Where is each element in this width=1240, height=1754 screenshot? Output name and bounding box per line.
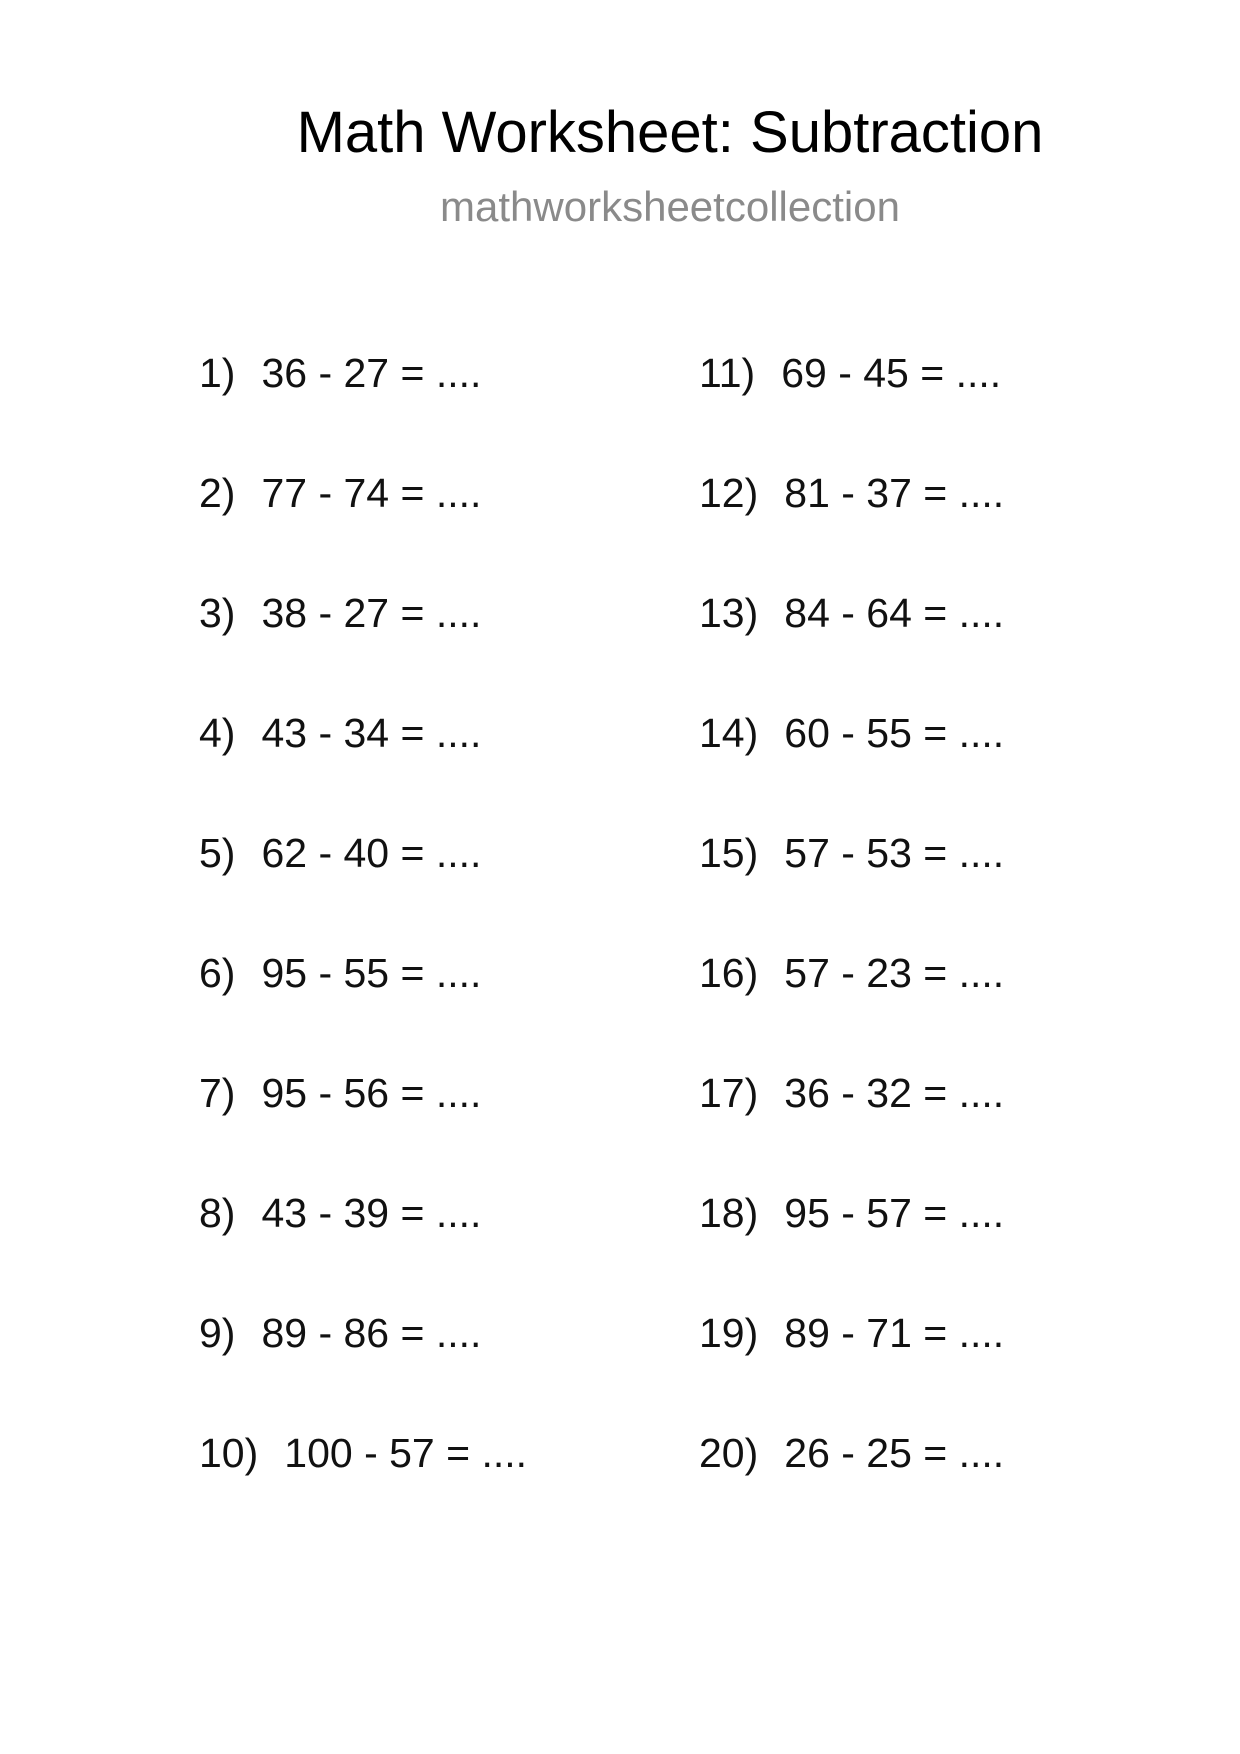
problem-expression: 62 - 40 = .... bbox=[261, 830, 482, 876]
problem-number: 13) bbox=[699, 590, 759, 636]
problem-number: 18) bbox=[699, 1190, 759, 1236]
problem-number: 20) bbox=[699, 1430, 759, 1476]
problem-expression: 36 - 27 = .... bbox=[261, 350, 482, 396]
problem-number: 8) bbox=[199, 1190, 236, 1236]
problem-number: 19) bbox=[699, 1310, 759, 1356]
problem-item bbox=[699, 1184, 1004, 1304]
page-title: Math Worksheet: Subtraction bbox=[296, 100, 1044, 165]
problem-item bbox=[199, 824, 527, 944]
problem-number: 17) bbox=[699, 1070, 759, 1116]
problem-column-right bbox=[699, 344, 1004, 1544]
problem-expression: 100 - 57 = .... bbox=[284, 1430, 528, 1476]
problem-number: 12) bbox=[699, 470, 759, 516]
problem-expression: 57 - 23 = .... bbox=[784, 950, 1005, 996]
problem-expression: 77 - 74 = .... bbox=[261, 470, 482, 516]
problem-item bbox=[699, 1064, 1004, 1184]
problem-expression: 43 - 34 = .... bbox=[261, 710, 482, 756]
problem-number: 9) bbox=[199, 1310, 236, 1356]
problem-item bbox=[699, 824, 1004, 944]
problem-expression: 60 - 55 = .... bbox=[784, 710, 1005, 756]
problem-number: 5) bbox=[199, 830, 236, 876]
problem-expression: 38 - 27 = .... bbox=[261, 590, 482, 636]
problem-item bbox=[699, 584, 1004, 704]
problem-item bbox=[199, 464, 527, 584]
problem-item bbox=[699, 704, 1004, 824]
problem-item bbox=[199, 584, 527, 704]
problem-expression: 69 - 45 = .... bbox=[781, 350, 1002, 396]
problem-expression: 36 - 32 = .... bbox=[784, 1070, 1005, 1116]
problem-number: 4) bbox=[199, 710, 236, 756]
problem-expression: 26 - 25 = .... bbox=[784, 1430, 1005, 1476]
problem-expression: 84 - 64 = .... bbox=[784, 590, 1005, 636]
problem-number: 6) bbox=[199, 950, 236, 996]
problem-number: 2) bbox=[199, 470, 236, 516]
problem-number: 16) bbox=[699, 950, 759, 996]
source-label: mathworksheetcollection bbox=[440, 183, 900, 230]
problem-number: 15) bbox=[699, 830, 759, 876]
problem-number: 1) bbox=[199, 350, 236, 396]
problem-expression: 81 - 37 = .... bbox=[784, 470, 1005, 516]
problem-column-left bbox=[199, 344, 527, 1544]
problem-item bbox=[199, 704, 527, 824]
problem-item bbox=[199, 344, 527, 464]
problem-item bbox=[199, 1424, 527, 1544]
problem-number: 3) bbox=[199, 590, 236, 636]
problem-expression: 95 - 56 = .... bbox=[261, 1070, 482, 1116]
problem-expression: 57 - 53 = .... bbox=[784, 830, 1005, 876]
problem-item bbox=[199, 1064, 527, 1184]
problem-item bbox=[699, 344, 1004, 464]
problem-number: 10) bbox=[199, 1430, 259, 1476]
problem-item bbox=[199, 1304, 527, 1424]
problem-expression: 95 - 55 = .... bbox=[261, 950, 482, 996]
problem-item bbox=[199, 1184, 527, 1304]
problem-expression: 43 - 39 = .... bbox=[261, 1190, 482, 1236]
problem-item bbox=[699, 1304, 1004, 1424]
problem-item bbox=[199, 944, 527, 1064]
problem-item bbox=[699, 944, 1004, 1064]
problem-item bbox=[699, 464, 1004, 584]
problem-number: 11) bbox=[699, 350, 756, 396]
problem-expression: 89 - 86 = .... bbox=[261, 1310, 482, 1356]
problem-item bbox=[699, 1424, 1004, 1544]
problem-expression: 89 - 71 = .... bbox=[784, 1310, 1005, 1356]
problem-number: 7) bbox=[199, 1070, 236, 1116]
problem-number: 14) bbox=[699, 710, 759, 756]
problem-expression: 95 - 57 = .... bbox=[784, 1190, 1005, 1236]
